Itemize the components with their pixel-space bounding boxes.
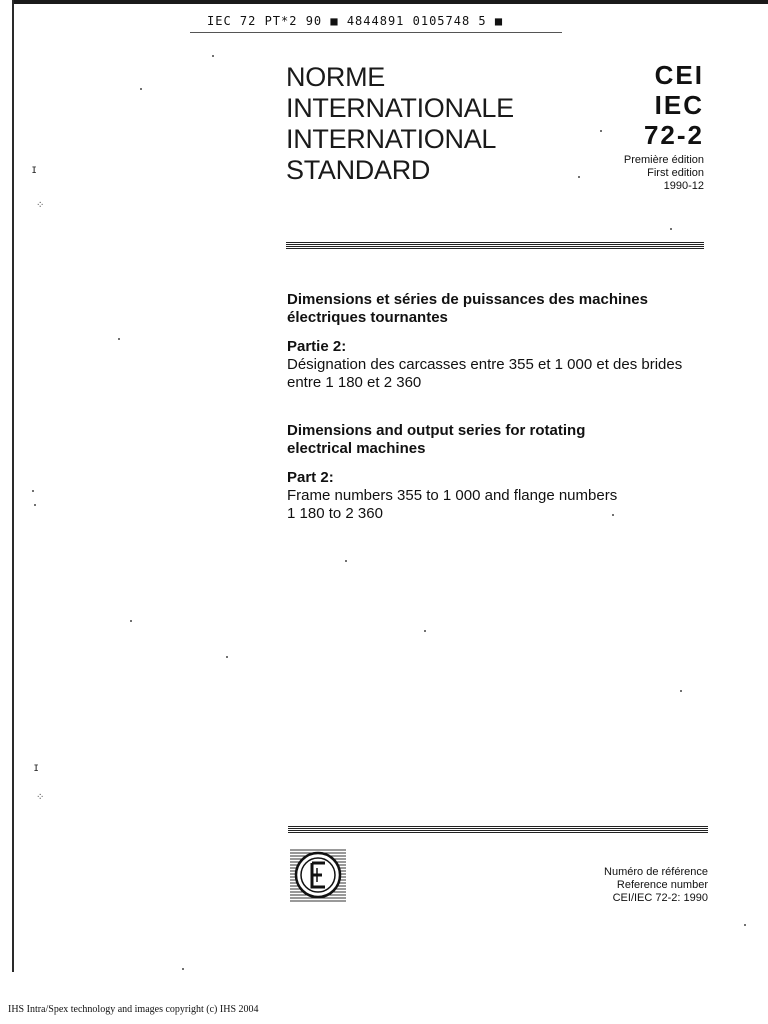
scan-artifact-mark: ɪ: [34, 760, 39, 774]
catalog-code-line: IEC 72 PT*2 90 ■ 4844891 0105748 5 ■: [207, 14, 504, 28]
designation-cei: CEI: [654, 60, 704, 90]
scan-speck: [32, 490, 34, 492]
title-line-standard: STANDARD: [286, 155, 431, 185]
scan-speck: [612, 514, 614, 516]
standard-title: [286, 62, 514, 186]
title-line-international: INTERNATIONAL: [286, 124, 497, 154]
top-divider: [286, 242, 704, 251]
reference-block: [604, 866, 708, 905]
english-title: Dimensions and output series for rotating electrical machines: [287, 422, 586, 457]
title-line-internationale: INTERNATIONALE: [286, 93, 514, 123]
scan-speck: [424, 630, 426, 632]
reference-label-en: Reference number: [616, 879, 708, 891]
copyright-footer: IHS Intra/Spex technology and images copyright (c) IHS 2004: [8, 1004, 259, 1015]
scan-speck: [680, 690, 682, 692]
scan-speck: [182, 968, 184, 970]
scan-speck: [744, 924, 746, 926]
page-top-edge: [12, 0, 768, 4]
edition-block: [624, 154, 704, 193]
scan-speck: [578, 176, 580, 178]
scan-speck: [345, 560, 347, 562]
page-left-edge: [12, 0, 14, 972]
scan-speck: [140, 88, 142, 90]
bottom-divider: [288, 826, 708, 835]
french-title: Dimensions et séries de puissances des machines électriques tournantes: [287, 291, 648, 326]
iec-logo-icon: [290, 848, 346, 902]
english-part-description: Frame numbers 355 to 1 000 and flange numbers 1 180 to 2 360: [287, 487, 618, 522]
reference-number: CEI/IEC 72-2: 1990: [612, 892, 708, 904]
reference-label-fr: Numéro de référence: [604, 866, 708, 878]
scan-artifact-mark: ⁘: [36, 792, 45, 803]
edition-fr: Première édition: [623, 154, 704, 166]
scan-speck: [670, 228, 672, 230]
title-line-norme: NORME: [286, 62, 385, 92]
designation-iec: IEC: [654, 90, 704, 120]
scan-speck: [34, 504, 36, 506]
designation-block: [644, 60, 704, 150]
catalog-code-rule: [190, 32, 562, 33]
english-part-label: Part 2:: [287, 469, 334, 486]
scan-artifact-mark: ɪ: [32, 162, 37, 176]
edition-en: First edition: [647, 167, 704, 179]
french-part-label: Partie 2:: [287, 338, 347, 355]
french-part-description: Désignation des carcasses entre 355 et 1 000 et des brides entre 1 180 et 2 360: [287, 356, 683, 391]
scan-speck: [130, 620, 132, 622]
scan-speck: [118, 338, 120, 340]
scan-speck: [600, 130, 602, 132]
scan-artifact-mark: ⁘: [36, 200, 45, 211]
scan-speck: [226, 656, 228, 658]
edition-date: 1990-12: [663, 180, 704, 192]
scan-speck: [212, 55, 214, 57]
designation-number: 72-2: [643, 120, 704, 150]
